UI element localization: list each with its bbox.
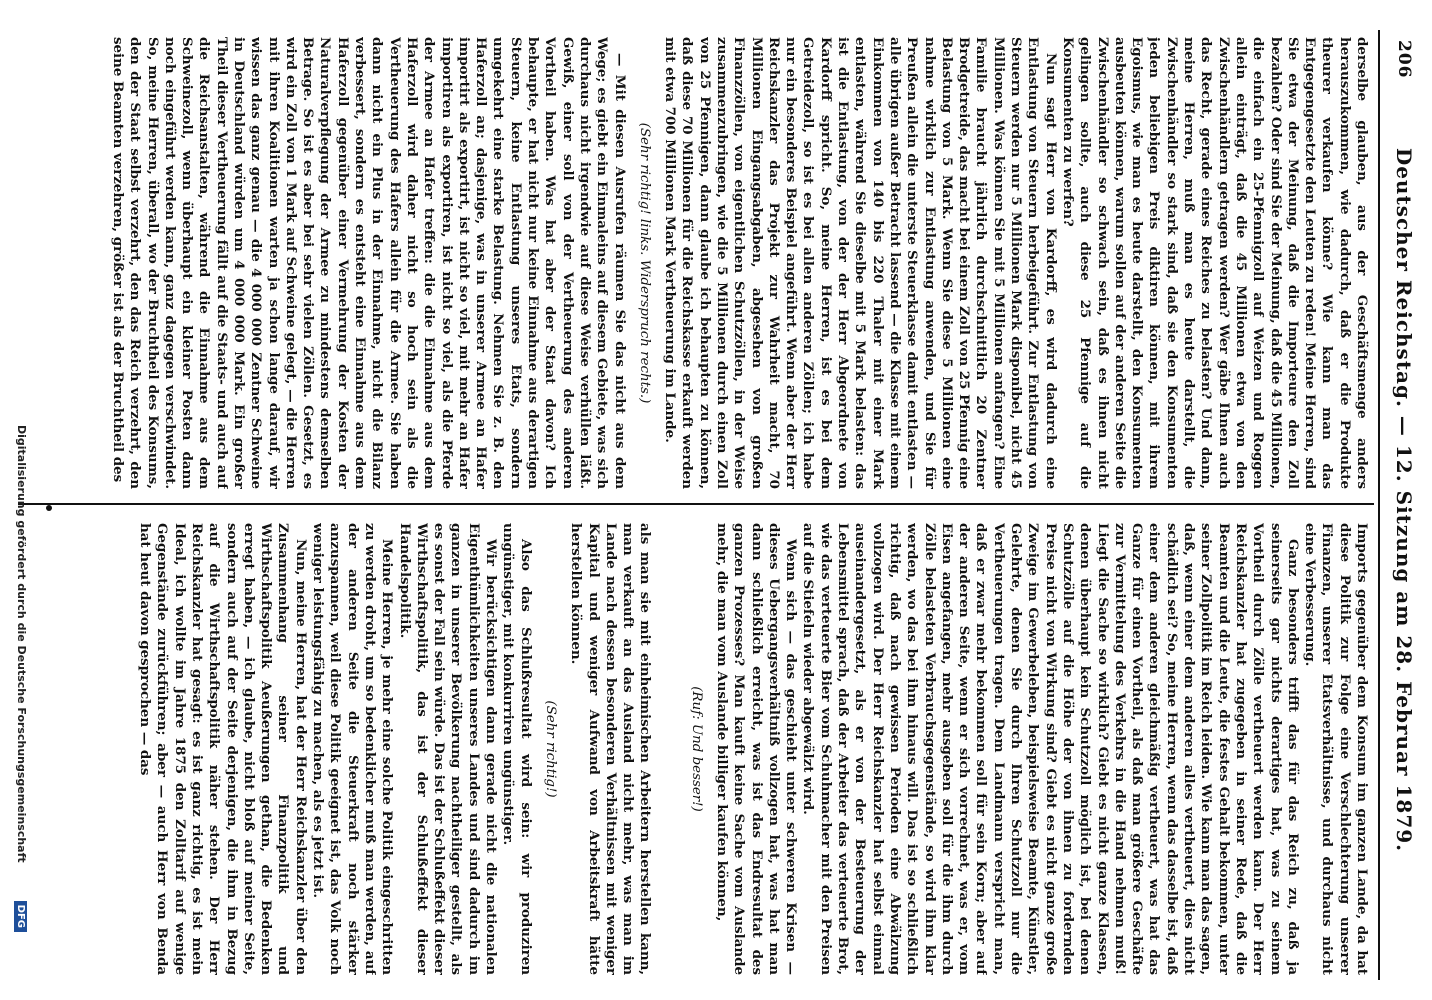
- paragraph-gap: [653, 523, 679, 975]
- paragraph: Nun, meine Herren, hat der Herr Reichskanzler über den Zusammenhang seiner Finanzpolitik und Wirthschaftspolitik Aeußerungen gethan, die Bedenken erregt haben, — ich glaube, nicht bloß auf meiner Seite, sondern auch auf der Seite derjenigen, die ihm in Bezug auf die Wirthschaftspolitik näher stehen. Der Herr Reichskanzler hat gesagt: es ist ganz richtig, es ist mein Ideal, ich wollte im Jahre 1875 den Zolltarif auf wenige Gegenstände zurückführen; aber — auch Herr von Benda hat heut davon gesprochen — das: [137, 523, 309, 975]
- paragraph: Wir berücksichtigen dann gerade nicht die nationalen Eigenthümlichkeiten unseres Landes und sind dadurch im ganzen in unserer Bevölkerung nachtheiliger gestellt, als es sonst der Fall sein würde. Das ist der Schlußeffekt dieser Wirthschaftspolitik, das ist der Schlußeffekt dieser Handelspolitik.: [396, 523, 500, 975]
- paragraph: — Mit diesen Ausrufen räumen Sie das nicht aus dem Wege; es giebt ein Einmaleins auf diesem Gebiete, was sich durchaus nicht irgendwie auf diese Weise verhüllen läßt. Gewiß, einer soll von der Vertheuerung des anderen Vortheil haben. Was hat aber der Staat davon? Ich behaupte, er hat nicht nur keine Einnahme aus derartigen Steuern, keine Entlastung unseres Etats, sondern umgekehrt eine starke Belastung. Nehmen Sie z. B. den Haferzoll an; dasjenige, was in unserer Armee an Hafer importirt als exportirt, ist nicht so viel, mit mehr an Hafer importiren als exportiren, ist nicht so viel, als die Pferde der Armee an Hafer treffen: die die Einnahme aus dem Haferzoll wird daher nicht so hoch sein als die Vertheuerung des Hafers allein für die Armee. Sie haben dann nicht ein Plus in der Einnahme, nicht die Bilanz verbessert, sondern es entsteht eine Einnahme aus dem Haferzoll gegenüber einer Vermehrung der Kosten der Naturalverpflegung der Armee zu mindestens demselben Betrage. So ist es aber bei sehr vielen Zöllen. Gesetzt, es wird ein Zoll von 1 Mark auf Schweine gelegt, — die Herren mit ihren Koalitionen warten ja schon lange darauf, wir wissen das ganz genau — die 4 000 000 Zentner Schweine in Deutschland würden um 4 000 000 Mark. Ein großer Theil dieser Vertheuerung fällt auf die Staats- und auch auf die Reichsanstalten, während die Einnahme aus dem Schweinezoll, wenn überhaupt ein kleiner Posten dann noch eingeführt werden kann, ganz dagegen verschwindet. So, meine Herren, überall, wo der Bruchtheil des Konsums, den der Staat selbst verzehrt, den das Reich verzehrt, den seine Beamten verzehren, größer ist als der Bruchtheil des: [109, 37, 628, 489]
- paragraph: Nun sagt Herr von Kardorff, es wird dadurch eine Entlastung von Steuern herbeigeführt. Zur Entlastung von Steuern werden nur 5 Millionen Mark disponibel, nicht 45 Millionen. Was können Sie mit 5 Millionen anfangen? Eine Familie braucht jährlich durchschnittlich 20 Zentner Brodgetreide, das macht bei einem Zoll von 25 Pfennig eine Belastung von 5 Mark. Wenn Sie diese 5 Millionen eine nahme wirklich zur Entlastung anwenden, und Sie für Preußen allein die unterste Steuerklasse damit entlasten — alle übrigen außer Betracht lassend — die Klasse mit einem Einkommen von 140 bis 220 Thaler mit einer Mark entlasten, während Sie dieselbe mit 5 Mark belasten: das ist die Entlastung, von der der Herr Abgeordnete von Kardorff spricht. So, meine Herren, ist es bei dem Getreidezoll, so ist es bei allen anderen Zöllen; ich habe nur ein besonderes Beispiel angeführt. Wenn aber der Herr Reichskanzler das Projekt zur Wahrheit macht, 70 Millionen Eingangsabgaben, abgesehen von großen Finanzzöllen, von eigentlichen Schutzzöllen, in der Weise zusammenzubringen, wie die 5 Millionen durch einen Zoll von 25 Pfennigen, dann glaube ich behaupten zu können, daß diese 70 Millionen für die Reichskasse erkauft werden mit etwa 700 Millionen Mark Vertheuerung im Lande.: [662, 37, 1059, 489]
- paragraph: als man sie mit einheimischen Arbeitern herstellen kann, man verkauft an das Ausland nicht mehr, was man im Lande nach dessen besonderen Verhältnissen mit weniger Kapital und weniger Aufwand von Arbeitskraft hätte herstellen können.: [568, 523, 654, 975]
- paragraph: Wenn sich — das geschieht unter schweren Krisen — dieses Uebergangsverhältniß vollzogen hat, was hat man dann schließlich erreicht, was ist das Endresultat des ganzen Prozesses? Man kauft keine Sache vom Auslande mehr, die man vom Auslande billiger kaufen können,: [714, 523, 800, 975]
- paragraph: derselbe glauben, aus der Geschäftsmenge anders herauszukommen, wie dadurch, daß er die Produkte theurer verkaufen könne? Wie kann man das Entgegengesetzte den Leuten zu reden! Meine Herren, sind Sie etwa der Meinung, daß die Importeure den Zoll bezahlen? Oder sind Sie der Meinung, daß die 45 Millionen, die einfach ein 25-Pfennigzoll auf Weizen und Roggen allein einträgt, daß die 45 Millionen etwa von den Zwischenhändlern getragen werden? Wer gäbe Ihnen auch das Recht, gerade eines Reiches zu belasten? Und dann, meine Herren, muß man es heute darstellt, die Zwischenhändler so stark sind, daß sie den Konsumenten jeden beliebigen Preis diktiren können, mit ihrem Egoismus, wie man es heute darstellt, den Konsumenten ausbeuten können, warum sollen auf der anderen Seite die Zwischenhändler so schwach sein, daß es ihnen nicht gelingen sollte, auch diese 25 Pfennige auf die Konsumenten zu werfen?: [1059, 37, 1370, 489]
- credit-text: Digitalisierung gefördert durch die Deutsche Forschungsgemeinschaft: [15, 424, 28, 863]
- page-header: [1372, 0, 1432, 1000]
- paragraph: Also das Schlußresultat wird sein: wir produziren ungünstiger, mit konkurriren ungünstiger.: [500, 523, 534, 975]
- interjection: (Sehr richtig!): [542, 700, 558, 798]
- paragraph: Meine Herren, je mehr eine solche Politik eingeschritten zu werden droht, um so bedenklicher muß man werden, auf der anderen Seite die Steuerkraft noch stärker anzuspannen, weil diese Politik geeignet ist, das Volk noch weniger leistungsfähig zu machen, als es jetzt ist.: [310, 523, 396, 975]
- page-number: 206: [1394, 40, 1414, 79]
- digitization-credit: [14, 0, 28, 1000]
- paragraph: Ganz besonders trifft das für das Reich zu, daß ja seinerseits gar nichts derartiges hat, was zu seinem Vortheil durch Zölle vertheuert werden kann. Der Herr Reichskanzler hat zugegeben in seiner Rede, daß die Beamten und die Leute, die festes Gehalt bekommen, unter seiner Zollpolitik im Reich leiden. Wie kann man das sagen, daß, wenn einer dem anderen alles vertheuert, dies nicht schädlich sei? So, meine Herren, wenn das dasselbe ist, daß einer dem anderen gleichmäßig vertheuert, was hat das Ganze für einen Vortheil, als daß man größere Geschäfte zur Vermittelung des Verkehrs in die Hand nehmen muß! Liegt die Sache so wirklich? Giebt es nicht ganze Klassen, denen überhaupt kein Schutzzoll möglich ist, bei denen Schutzzölle auf die Höhe der von ihnen zu fordernden Preise nicht von Wirkung sind? Giebt es nicht ganze große Zweige im Gewerbeleben, beispielsweise Beamte, Künstler, Gelehrte, denen Sie durch Ihren Schutzzoll nur die Vertheuerungen tragen. Dem Landmann verspricht man, daß er zwar mehr bekommen soll für sein Korn; aber auf der anderen Seite, wenn er sich vorrechnet, was er, vom Eisen angefangen, mehr ausgeben soll für die ihm durch Zölle belasteten Verbrauchsgegenstände, so wird ihm klar werden, wo das bei ihm hinaus will. Das ist so schließlich richtig, daß nach gewissen Perioden eine Abwälzung vollzogen wird. Der Herr Reichskanzler hat selbst einmal auseinandergesetzt, als er von der Besteuerung der Lebensmittel sprach, daß der Arbeiter das verteuerte Brot, wie das verteuerte Bier vom Schuhmacher mit den Preisen auf die Stiefeln wieder abgewälzt wird.: [800, 523, 1301, 975]
- left-column: [20, 37, 1370, 489]
- scan-speck: [46, 505, 52, 511]
- header-rule: [1378, 30, 1380, 980]
- running-head: Deutscher Reichstag. — 12. Sitzung am 28. Februar 1879.: [1392, 147, 1416, 853]
- interjection: (Sehr richtig! links. Widerspruch rechts.): [636, 122, 652, 404]
- right-column: [20, 523, 1370, 975]
- dfg-logo: DFG: [14, 901, 27, 932]
- interjection: (Ruf: Und besser!): [688, 686, 704, 812]
- paragraph: Imports gegenüber dem Konsum im ganzen Lande, da hat diese Politik zur Folge eine Verschlechterung unserer Finanzen, unserer Etatsverhältnisse, und durchaus nicht eine Verbesserung.: [1302, 523, 1370, 975]
- column-divider: [18, 503, 1374, 505]
